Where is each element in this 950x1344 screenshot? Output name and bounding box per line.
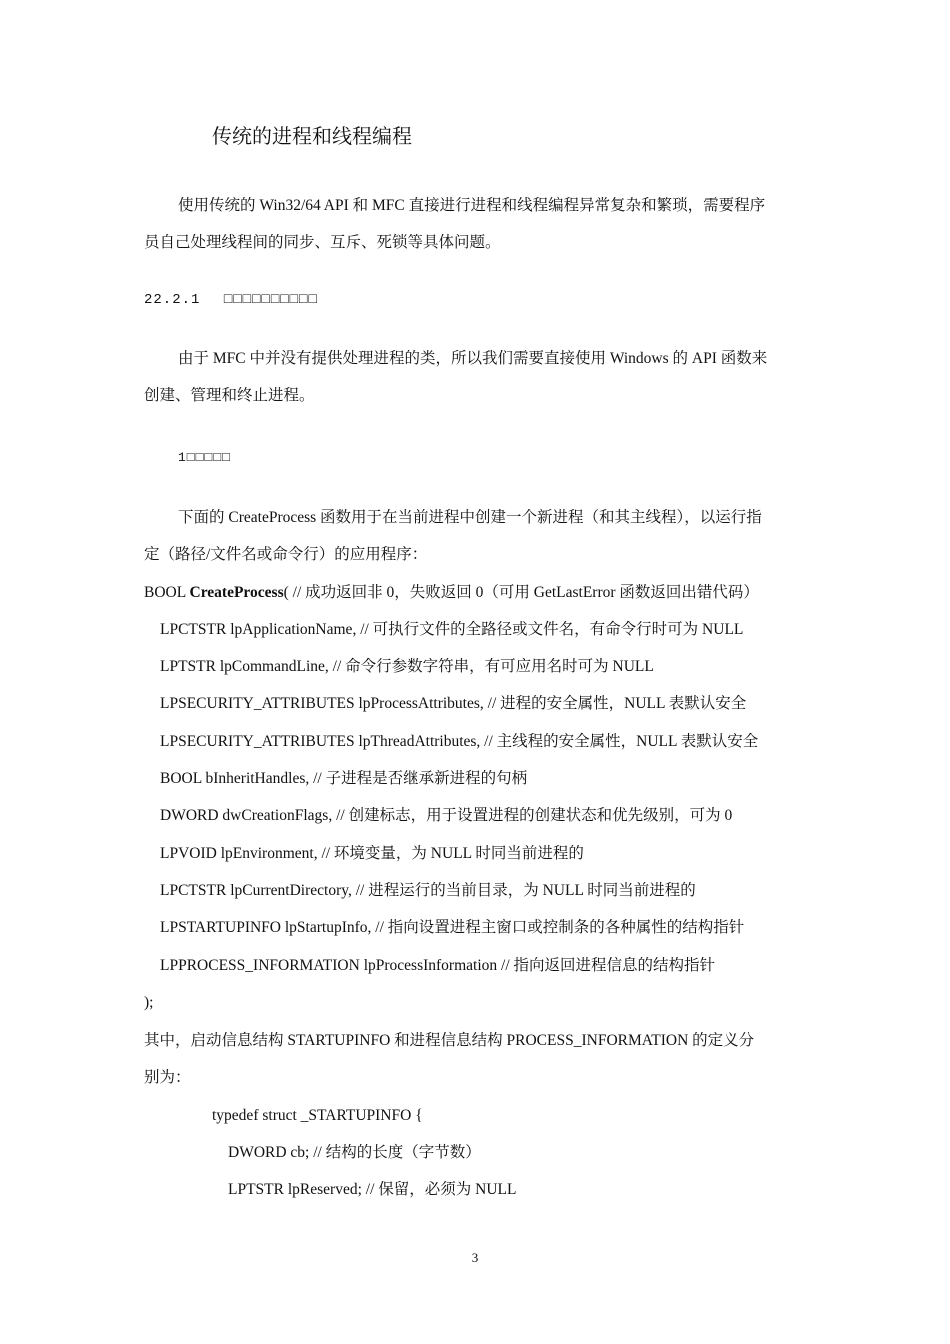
code-param: LPSTARTUPINFO lpStartupInfo, // 指向设置进程主窗口或控制条的各种属性的结构指针 [160,919,745,936]
code-function-name: CreateProcess [189,584,284,601]
para4-line-2: 别为： [144,1069,191,1086]
para3-line-2: 定（路径/文件名或命令行）的应用程序： [144,546,428,563]
para4-line-1: 其中，启动信息结构 STARTUPINFO 和进程信息结构 PROCESS_INFORMATION 的定义分 [144,1032,755,1049]
para2-line-1: 由于 MFC 中并没有提供处理进程的类，所以我们需要直接使用 Windows 的 API 函数来 [178,350,768,367]
code-param: LPSECURITY_ATTRIBUTES lpThreadAttributes, // 主线程的安全属性，NULL 表默认安全 [160,733,759,750]
subsection-heading [144,290,318,310]
code-close: ); [144,994,154,1011]
code-signature-comment: ( // 成功返回非 0，失败返回 0（可用 GetLastError 函数返回出错代码） [283,584,759,601]
para2-line-2: 创建、管理和终止进程。 [144,387,315,404]
item-1-heading: 1□□□□□ [178,450,231,465]
code-signature [144,583,759,603]
page-number: 3 [471,1250,479,1265]
struct-field: LPTSTR lpReserved; // 保留，必须为 NULL [228,1181,517,1198]
struct-field: DWORD cb; // 结构的长度（字节数） [228,1144,481,1161]
intro-line-1: 使用传统的 Win32/64 API 和 MFC 直接进行进程和线程编程异常复杂和繁琐，需要程序 [178,197,766,214]
code-param: DWORD dwCreationFlags, // 创建标志，用于设置进程的创建状态和优先级别，可为 0 [160,807,733,824]
code-param: LPCTSTR lpApplicationName, // 可执行文件的全路径或文件名，有命令行时可为 NULL [160,621,744,638]
code-param: LPPROCESS_INFORMATION lpProcessInformation // 指向返回进程信息的结构指针 [160,957,716,974]
para3-line-1: 下面的 CreateProcess 函数用于在当前进程中创建一个新进程（和其主线程），以运行指 [178,509,762,526]
code-param: LPCTSTR lpCurrentDirectory, // 进程运行的当前目录，为 NULL 时同当前进程的 [160,882,696,899]
code-param: LPVOID lpEnvironment, // 环境变量，为 NULL 时同当前进程的 [160,845,584,862]
subsection-title: □□□□□□□□□□ [223,292,318,308]
intro-line-2: 员自己处理线程间的同步、互斥、死锁等具体问题。 [144,234,501,251]
code-param: LPTSTR lpCommandLine, // 命令行参数字符串，有可应用名时可为 NULL [160,658,654,675]
struct-head: typedef struct _STARTUPINFO { [212,1107,423,1124]
code-param: LPSECURITY_ATTRIBUTES lpProcessAttributes, // 进程的安全属性，NULL 表默认安全 [160,695,747,712]
code-param: BOOL bInheritHandles, // 子进程是否继承新进程的句柄 [160,770,528,787]
subsection-number: 22.2.1 [144,292,201,308]
section-title: 传统的进程和线程编程 [212,126,412,148]
code-return-type: BOOL [144,584,190,601]
